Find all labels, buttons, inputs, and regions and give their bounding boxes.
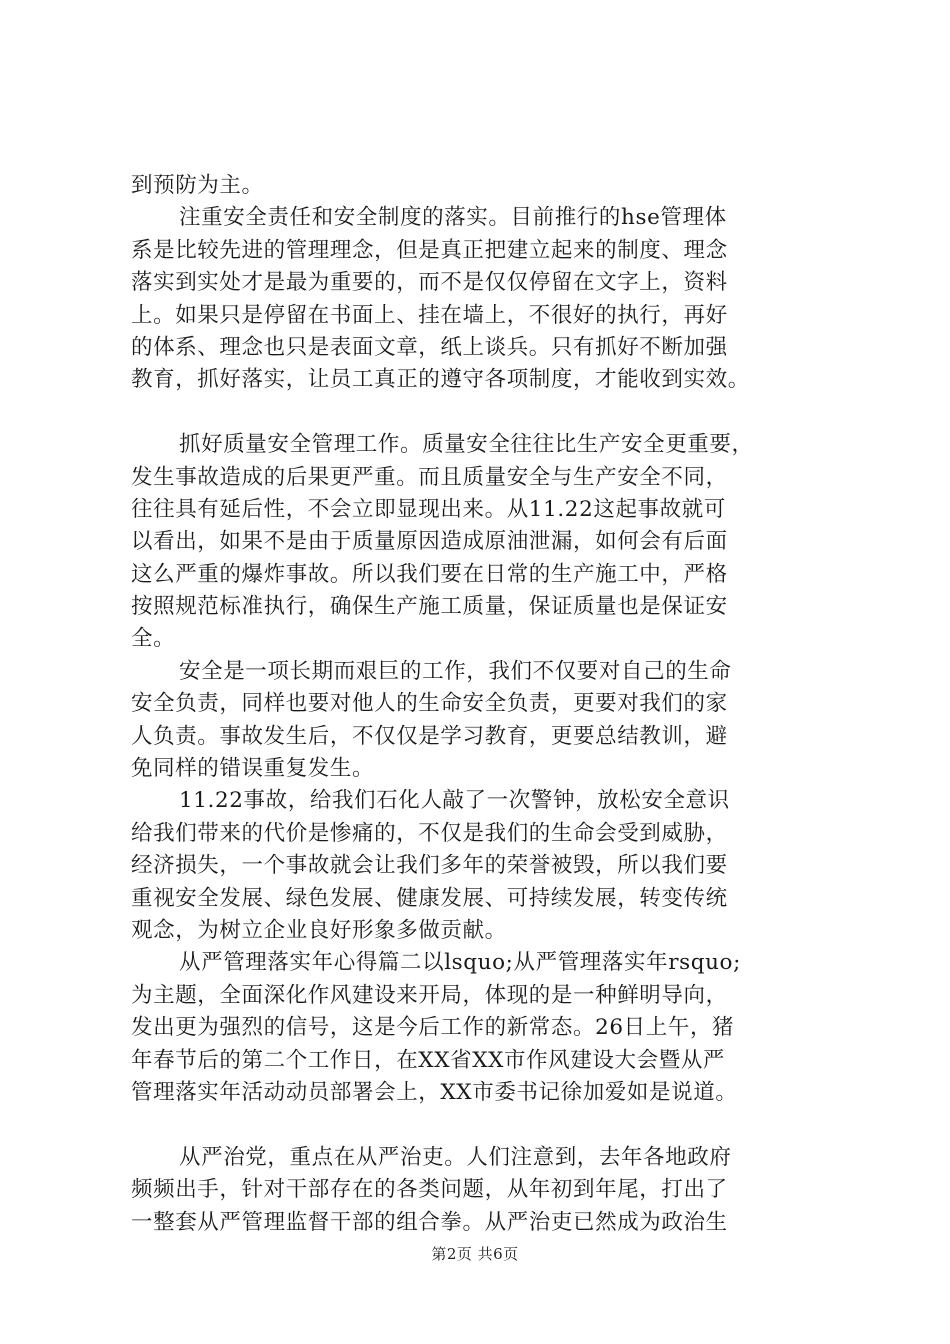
text-line: 安全负责，同样也要对他人的生命安全负责，更要对我们的家 <box>131 691 728 717</box>
text-line: 人负责。事故发生后，不仅仅是学习教育，更要总结教训，避 <box>131 723 728 749</box>
text-line: 全。 <box>131 626 176 652</box>
text-line: 观念，为树立企业良好形象多做贡献。 <box>131 917 507 943</box>
text-line: 发出更为强烈的信号，这是今后工作的新常态。26日上午，猪 <box>131 1015 735 1041</box>
document-body <box>131 170 831 1239</box>
paragraph-start-line: 抓好质量安全管理工作。质量安全往往比生产安全更重要， <box>179 432 754 458</box>
paragraph-gap <box>131 397 831 429</box>
text-line: 上。如果只是停留在书面上、挂在墙上，不很好的执行，再好 <box>131 302 728 328</box>
text-line: 往往具有延后性，不会立即显现出来。从11.22这起事故就可 <box>131 496 726 522</box>
text-line: 的体系、理念也只是表面文章，纸上谈兵。只有抓好不断加强 <box>131 334 728 360</box>
paragraph-start-line: 从严管理落实年心得篇二以lsquo;从严管理落实年rsquo; <box>179 950 741 976</box>
paragraph-start-line: 注重安全责任和安全制度的落实。目前推行的hse管理体 <box>179 205 727 231</box>
paragraph-gap <box>131 1109 831 1141</box>
text-line: 系是比较先进的管理理念，但是真正把建立起来的制度、理念 <box>131 237 728 263</box>
text-line: 免同样的错误重复发生。 <box>131 756 375 782</box>
text-line: 给我们带来的代价是惨痛的，不仅是我们的生命会受到威胁， <box>131 820 728 846</box>
text-line: 按照规范标准执行，确保生产施工质量，保证质量也是保证安 <box>131 594 728 620</box>
text-line: 管理落实年活动动员部署会上，XX市委书记徐加爱如是说道。 <box>131 1079 738 1105</box>
paragraph-start-line: 安全是一项长期而艰巨的工作，我们不仅要对自己的生命 <box>179 658 732 684</box>
text-line: 经济损失，一个事故就会让我们多年的荣誉被毁，所以我们要 <box>131 853 728 879</box>
text-line: 这么严重的爆炸事故。所以我们要在日常的生产施工中，严格 <box>131 561 728 587</box>
text-line: 教育，抓好落实，让员工真正的遵守各项制度，才能收到实效。 <box>131 367 750 393</box>
text-line: 到预防为主。 <box>131 173 264 198</box>
text-line: 一整套从严管理监督干部的组合拳。从严治吏已然成为政治生 <box>131 1209 728 1235</box>
text-line: 落实到实处才是最为重要的，而不是仅仅停留在文字上，资料 <box>131 270 728 296</box>
text-line: 年春节后的第二个工作日，在XX省XX市作风建设大会暨从严 <box>131 1047 726 1073</box>
paragraph-start-line: 从严治党，重点在从严治吏。人们注意到，去年各地政府 <box>179 1144 732 1170</box>
text-line: 以看出，如果不是由于质量原因造成原油泄漏，如何会有后面 <box>131 529 728 555</box>
text-line: 发生事故造成的后果更严重。而且质量安全与生产安全不同， <box>131 464 728 490</box>
text-line: 重视安全发展、绿色发展、健康发展、可持续发展，转变传统 <box>131 885 728 911</box>
paragraph-start-line: 11.22事故，给我们石化人敲了一次警钟，放松安全意识 <box>179 788 730 814</box>
text-line: 频频出手，针对干部存在的各类问题，从年初到年尾，打出了 <box>131 1177 728 1203</box>
page-number-footer: 第2页 共6页 <box>431 1245 519 1263</box>
text-line: 为主题，全面深化作风建设来开局，体现的是一种鲜明导向， <box>131 982 728 1008</box>
